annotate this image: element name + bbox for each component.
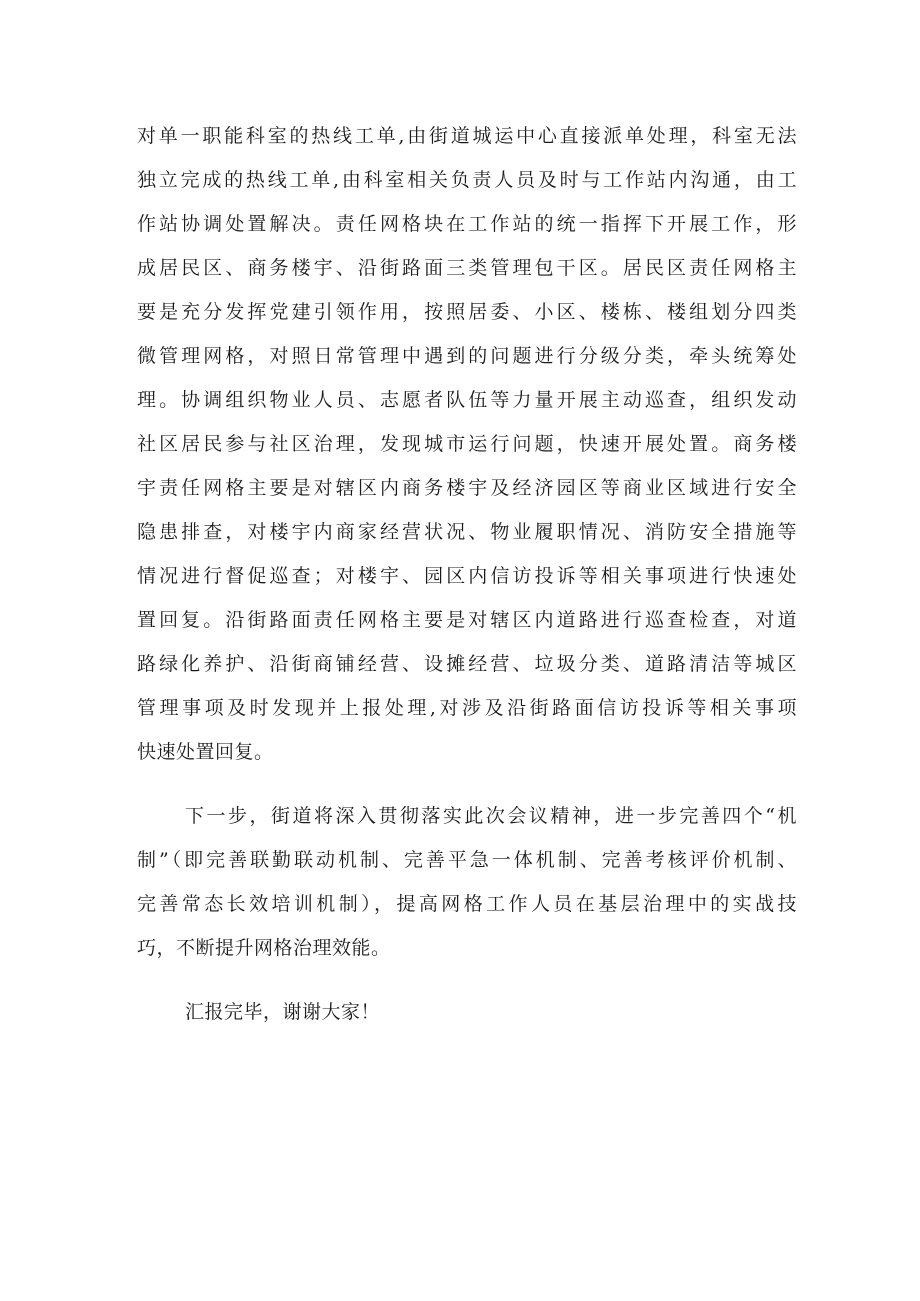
text-line: 情况进行督促巡查；对楼宇、园区内信访投诉等相关事项进行快速处: [137, 565, 797, 587]
text-line: 置回复。沿街路面责任网格主要是对辖区内道路进行巡查检查，对道: [137, 609, 797, 631]
paragraph-spacer: [137, 774, 797, 794]
text-line: 下一步，街道将深入贯彻落实此次会议精神，进一步完善四个“机: [185, 805, 797, 827]
text-line: 路绿化养护、沿街商铺经营、设摊经营、垃圾分类、道路清洁等城区: [137, 653, 797, 675]
text-line: 管理事项及时发现并上报处理,对涉及沿街路面信访投诉等相关事项: [137, 697, 797, 719]
text-line: 巧，不断提升网格治理效能。: [137, 937, 391, 959]
text-line: 制”（即完善联勤联动机制、完善平急一体机制、完善考核评价机制、: [137, 849, 797, 871]
text-line: 对单一职能科室的热线工单,由街道城运中心直接派单处理，科室无法: [137, 125, 797, 147]
text-line: 微管理网格，对照日常管理中遇到的问题进行分级分类，牵头统筹处: [137, 345, 797, 367]
paragraph-spacer: [137, 970, 797, 990]
paragraph-closing: [137, 990, 797, 1034]
text-line: 完善常态长效培训机制），提高网格工作人员在基层治理中的实战技: [137, 893, 797, 915]
text-line: 汇报完毕，谢谢大家！: [185, 1001, 381, 1023]
text-line: 理。协调组织物业人员、志愿者队伍等力量开展主动巡查，组织发动: [137, 389, 797, 411]
text-line: 独立完成的热线工单,由科室相关负责人员及时与工作站内沟通，由工: [137, 169, 797, 191]
text-line: 隐患排查，对楼宇内商家经营状况、物业履职情况、消防安全措施等: [137, 521, 797, 543]
text-line: 快速处置回复。: [137, 741, 274, 763]
text-line: 社区居民参与社区治理，发现城市运行问题，快速开展处置。商务楼: [137, 433, 797, 455]
paragraph-next-steps: [137, 794, 797, 970]
text-line: 成居民区、商务楼宇、沿街路面三类管理包干区。居民区责任网格主: [137, 257, 797, 279]
text-line: 宇责任网格主要是对辖区内商务楼宇及经济园区等商业区域进行安全: [137, 477, 797, 499]
paragraph-grid-management: [137, 114, 797, 774]
document-body: [137, 114, 797, 1034]
text-line: 作站协调处置解决。责任网格块在工作站的统一指挥下开展工作，形: [137, 213, 797, 235]
text-line: 要是充分发挥党建引领作用，按照居委、小区、楼栋、楼组划分四类: [137, 301, 797, 323]
